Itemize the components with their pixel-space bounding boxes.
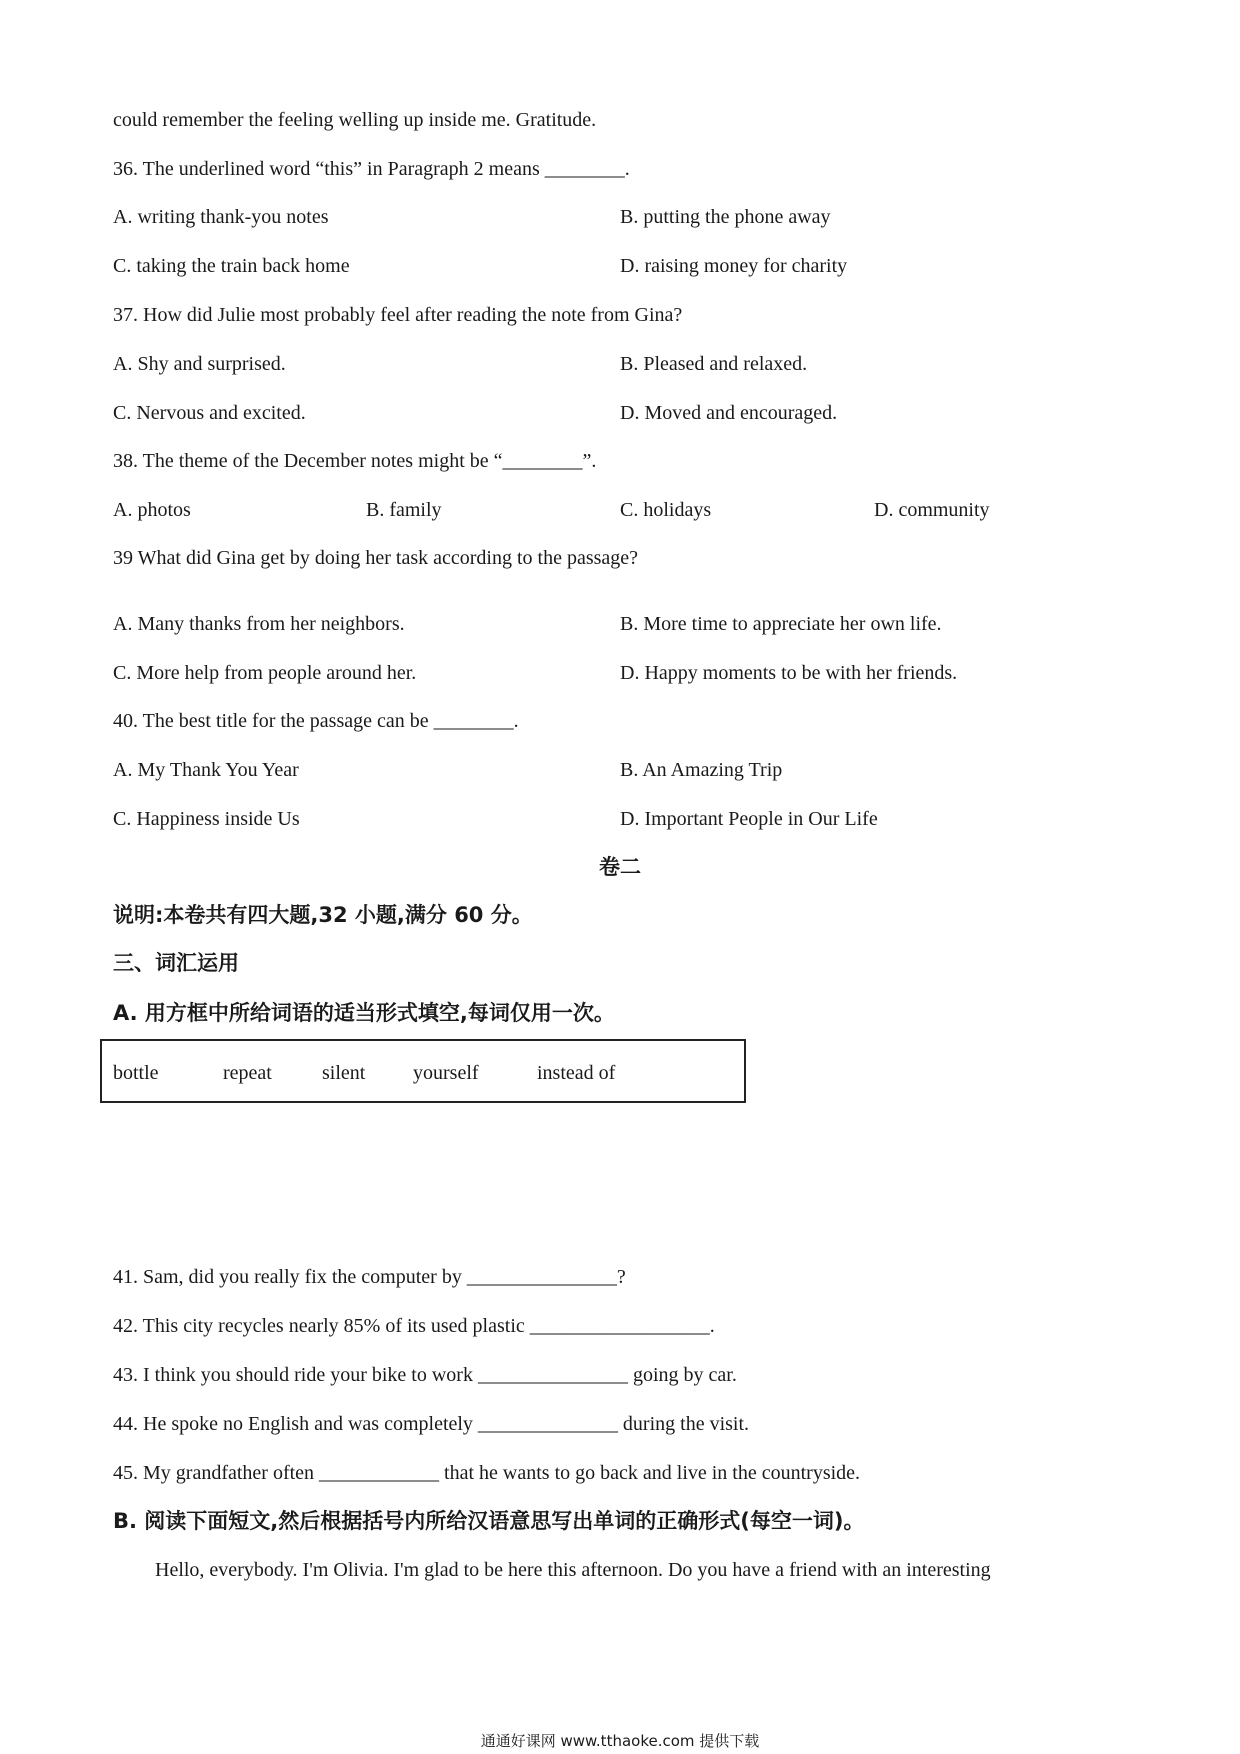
volume2-note: 说明:本卷共有四大题,32 小题,满分 60 分。 (113, 903, 533, 927)
q40-option-d: D. Important People in Our Life (620, 808, 878, 830)
word-box (100, 1039, 746, 1103)
q40-option-a: A. My Thank You Year (113, 759, 299, 781)
fill-in-42: 42. This city recycles nearly 85% of its used plastic __________________. (113, 1315, 715, 1337)
fill-in-44: 44. He spoke no English and was completely ______________ during the visit. (113, 1413, 750, 1435)
q36-option-c: C. taking the train back home (113, 255, 350, 277)
partB-first-line: Hello, everybody. I'm Olivia. I'm glad to be here this afternoon. Do you have a friend with an interesting (155, 1559, 991, 1581)
q38-option-b: B. family (366, 499, 442, 521)
q37-option-a: A. Shy and surprised. (113, 353, 286, 375)
word-box-item: repeat (223, 1062, 272, 1084)
fill-in-43: 43. I think you should ride your bike to work _______________ going by car. (113, 1364, 737, 1386)
q36-option-b: B. putting the phone away (620, 206, 831, 228)
q39-option-b: B. More time to appreciate her own life. (620, 613, 942, 635)
q38-option-d: D. community (874, 499, 990, 521)
partA-title: A. 用方框中所给词语的适当形式填空,每词仅用一次。 (113, 1001, 615, 1025)
q40-option-b: B. An Amazing Trip (620, 759, 783, 781)
q38-stem: 38. The theme of the December notes might be “________”. (113, 450, 597, 472)
page-footer: 通通好课网 www.tthaoke.com 提供下载 (480, 1732, 760, 1750)
intro-line: could remember the feeling welling up inside me. Gratitude. (113, 109, 597, 131)
word-box-item: yourself (413, 1062, 479, 1084)
q37-option-d: D. Moved and encouraged. (620, 402, 838, 424)
fill-in-41: 41. Sam, did you really fix the computer by _______________? (113, 1266, 626, 1288)
q40-option-c: C. Happiness inside Us (113, 808, 300, 830)
q39-stem: 39 What did Gina get by doing her task according to the passage? (113, 547, 639, 569)
q37-stem: 37. How did Julie most probably feel after reading the note from Gina? (113, 304, 683, 326)
fill-in-45: 45. My grandfather often ____________ that he wants to go back and live in the countryside. (113, 1462, 861, 1484)
volume2-title: 卷二 (599, 855, 641, 879)
q38-option-a: A. photos (113, 499, 191, 521)
word-box-item: bottle (113, 1062, 159, 1084)
section3-title: 三、词汇运用 (113, 951, 239, 975)
q40-stem: 40. The best title for the passage can be ________. (113, 710, 519, 732)
q38-option-c: C. holidays (620, 499, 712, 521)
partB-title: B. 阅读下面短文,然后根据括号内所给汉语意思写出单词的正确形式(每空一词)。 (113, 1509, 865, 1533)
word-box-item: silent (322, 1062, 366, 1084)
q39-option-d: D. Happy moments to be with her friends. (620, 662, 958, 684)
q37-option-b: B. Pleased and relaxed. (620, 353, 808, 375)
q36-option-d: D. raising money for charity (620, 255, 848, 277)
q36-stem: 36. The underlined word “this” in Paragraph 2 means ________. (113, 158, 630, 180)
q37-option-c: C. Nervous and excited. (113, 402, 306, 424)
q39-option-c: C. More help from people around her. (113, 662, 417, 684)
word-box-item: instead of (537, 1062, 616, 1084)
q39-option-a: A. Many thanks from her neighbors. (113, 613, 405, 635)
q36-option-a: A. writing thank-you notes (113, 206, 329, 228)
